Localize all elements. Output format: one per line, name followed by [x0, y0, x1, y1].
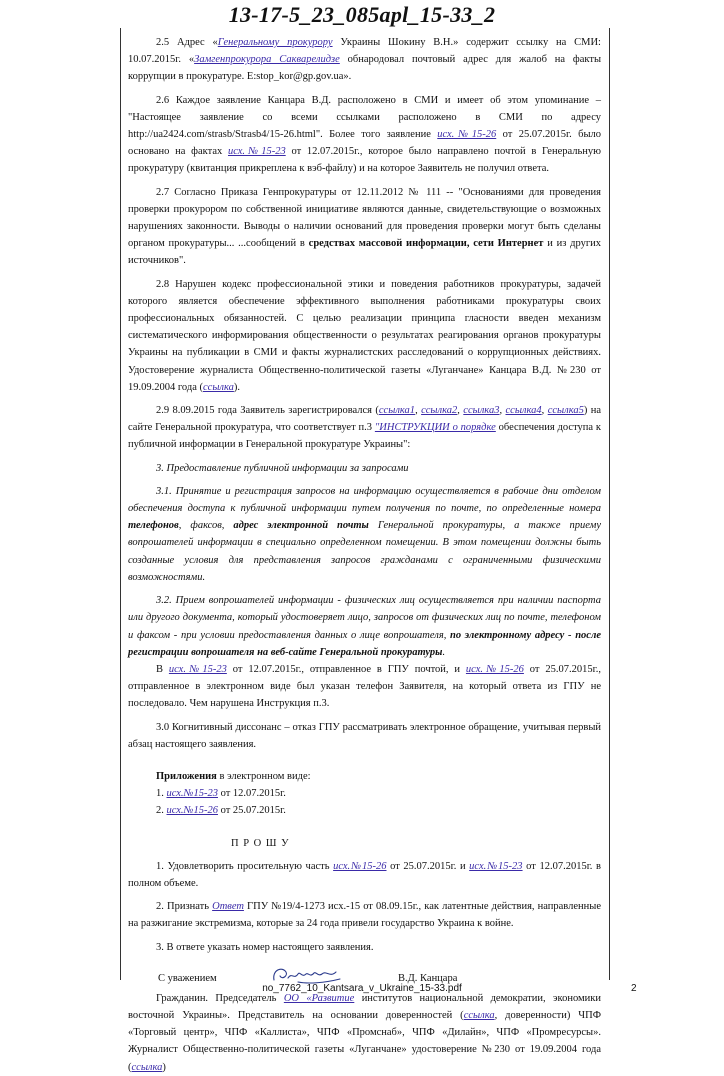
bold-text: средствах массовой информации, сети Интернет [308, 238, 544, 250]
text: в электронном виде: [216, 770, 311, 782]
request-heading: П Р О Ш У [231, 837, 290, 849]
link-power-of-attorney[interactable]: ссылка [463, 1009, 495, 1021]
text: 2.8 Нарушен кодекс профессиональной этики и поведения работников прокуратуры, задачей которого является обеспечение эффективного выполнения работниками прокуратуры своих профессиональных обязанностей. С целью реализации принципа гласности введен механизм систематического информирования общественности о результатах реагирования органов прокуратуры Украины на публикации в СМИ и факты журналистских расследований о коррупционных действиях. Удостоверение журналиста Общественно-политической газеты «Луганчане» Канцара В.Д. №230 от 19.09.2004 года ( [128, 278, 601, 393]
text: ) [162, 1061, 166, 1073]
link-deputy-prosecutor[interactable]: Замгенпрокурора Сакварелидзе [194, 54, 340, 66]
text: от 12.07.2015г., которое было направлено почтой в Генеральную прокуратуру (квитанция прикреплена к вэб-файлу) и на которое Заявитель не получил ответа. [128, 146, 601, 175]
bold-text: Приложения [156, 770, 217, 782]
text: 2.7 Согласно Приказа Генпрокуратуры от 12.11.2012 № 111 -- "Основаниями для проведения проверки прокурором по собственной инициативе являются данные, свидетельствующие о возможных нарушениях законности. Выводы о наличии оснований для проведения проверки могут быть сделаны органом прокуратуры... ...сообщений в [128, 186, 601, 250]
text: Генеральной прокуратуры, а также приему вопрошателей информации в специально определенном помещении. В этом помещении должны быть созданные условия для представления запросов гражданами с ограниченными физическими возможностями. [128, 520, 601, 583]
text: ГПУ №19/4-1273 исх.-15 от 08.09.15г., как латентные действия, направленные на разжигание экстремизма, которые за 24 года привели государство Украина к войне. [128, 901, 601, 930]
text: Гражданин. Председатель [156, 992, 284, 1004]
text: ) на сайте Генеральной прокуратура, что соответствует п.3 [128, 405, 602, 434]
text: от 25.07.2015г. и [386, 860, 470, 872]
text: 2.6 Каждое заявление Канцара В.Д. расположено в СМИ и имеет об этом упоминание – "Настоящее заявление со всеми ссылками расположено в СМИ по адресу http://ua2424.com/strasb/Strasb4/15-26.html". Более того заявление [128, 94, 601, 141]
quote-section-3: 3. Предоставление публичной информации за запросами [156, 462, 409, 474]
paragraph-2-8 [128, 276, 601, 396]
item-number: 1. [156, 788, 167, 800]
text: 3.2. Прием вопрошателей информации - физических лиц осуществляется при наличии паспорта или другого документа, который удостоверяет лицо, запросов от физических лиц по почте, телефоном и факсом - при условии предоставления данных о лице вопрошателя, [128, 595, 601, 641]
paragraph-2-6 [128, 92, 601, 178]
link-registration-5[interactable]: ссылка5 [547, 405, 584, 417]
text: от 12.07.2015г., отправленное в ГПУ почтой, и [226, 663, 466, 675]
separator: , [457, 405, 464, 417]
link-registration-2[interactable]: ссылка2 [421, 405, 458, 417]
page-header-title: 13-17-5_23_085apl_15-33_2 [228, 2, 496, 27]
text: от 25.07.2015г. было основано на фактах [128, 129, 601, 158]
text: , факсов, [178, 520, 234, 532]
text: 3.1. Принятие и регистрация запросов на информацию осуществляется в рабочие дни отделом обеспечения доступа к публичной информации путем получения по почте, по определенные номера [128, 485, 601, 515]
text: , доверенности) ЧПФ «Торговый центр», ЧПФ «Каллиста», ЧПФ «Промснаб», ЧПФ «Дилайн», ЧПФ «Промресурсы». Журналист Общественно-политической газеты «Луганчане» удостоверение №230 от 19.09.2004 года ( [128, 1009, 601, 1073]
paragraph-2-9 [128, 402, 601, 454]
link-organization[interactable]: ОО «Развитие [283, 992, 355, 1004]
separator: , [499, 405, 506, 417]
link-ref-15-23[interactable]: исх.№15-23 [168, 663, 227, 675]
attachments-title [128, 768, 601, 785]
link-registration-3[interactable]: ссылка3 [463, 405, 500, 417]
bold-text: телефонов [128, 520, 179, 532]
text: 2.9 8.09.2015 года Заявитель зарегистрировался ( [156, 405, 379, 417]
link-journalist-id[interactable]: ссылка [131, 1061, 163, 1073]
text: от 25.07.2015г., отправленное в электронном виде был указан телефон Заявителя, на который ответа из ГПУ не последовало. Чем нарушена Инструкция п.3. [128, 663, 601, 710]
link-ref-15-26[interactable]: исх.№15-26 [437, 129, 497, 141]
attachment-item [128, 802, 601, 819]
paragraph-2-5 [128, 34, 601, 86]
paragraph-phone-not-answered [128, 661, 601, 713]
text: обеспечения доступа к публичной информации в Генеральной прокуратуре Украины": [128, 422, 601, 451]
link-ref-15-26[interactable]: исх.№15-26 [333, 860, 387, 872]
document-body [128, 34, 601, 1076]
link-prosecutor-general[interactable]: Генеральному прокурору [217, 37, 333, 48]
quote-3-1 [128, 483, 601, 586]
item-number: 2. [156, 805, 167, 817]
text: ). [233, 381, 241, 393]
text: Украины Шокину В.Н.» содержит ссылку на СМИ: 10.07.2015г. « [128, 37, 601, 66]
paragraph-3-0: 3.0 Когнитивный диссонанс – отказ ГПУ рассматривать электронное обращение, учитывая первый абзац настоящего заявления. [128, 721, 601, 750]
text: обнародовал почтовый адрес для жалоб на факты коррупции в прокуратуре. E:stop_kor@gp.gov.ua». [128, 54, 601, 83]
link-journalist-id[interactable]: ссылка [203, 381, 234, 393]
footer-page-number: 2 [631, 983, 637, 994]
text: 2. Признать [156, 901, 213, 913]
text: . [442, 646, 446, 658]
request-item-3: 3. В ответе указать номер настоящего заявления. [156, 941, 374, 953]
link-answer[interactable]: Ответ [212, 901, 244, 913]
bold-text: по электронному адресу - после регистрации вопрошателя на веб-сайте Генеральной прокуратуры [128, 629, 601, 658]
link-registration-1[interactable]: ссылка1 [378, 405, 416, 417]
signer-credentials [128, 990, 601, 1076]
request-item-1 [128, 858, 601, 892]
link-attachment-15-26[interactable]: исх.№15-26 [166, 805, 218, 817]
attachment-item [128, 785, 601, 802]
closing-salutation: С уважением [158, 972, 217, 984]
request-item-2 [128, 898, 601, 932]
text: В [156, 663, 169, 675]
text: от 12.07.2015г. [217, 788, 286, 800]
text: и из других источников". [128, 238, 602, 267]
link-registration-4[interactable]: ссылка4 [505, 405, 542, 417]
text: от 12.07.2015г. в полном объеме. [128, 860, 601, 889]
text: от 25.07.2015г. [217, 805, 286, 817]
separator: , [541, 405, 548, 417]
text: 1. Удовлетворить просительную часть [156, 860, 334, 872]
link-ref-15-23[interactable]: исх.№15-23 [469, 860, 523, 872]
link-ref-15-26[interactable]: исх.№15-26 [465, 663, 524, 675]
link-ref-15-23[interactable]: исх.№15-23 [227, 146, 286, 158]
text: институтов национальной демократии, экономики восточной Украины». Представитель на основании доверенностей ( [128, 992, 602, 1021]
signer-name: В.Д. Канцара [398, 972, 458, 984]
text: 2.5 Адрес « [156, 37, 218, 48]
paragraph-2-7 [128, 184, 601, 270]
quote-3-2 [128, 592, 601, 661]
bold-text: адрес электронной почты [233, 520, 369, 532]
link-attachment-15-23[interactable]: исх.№15-23 [166, 788, 218, 800]
footer-filename: no_7762_10_Kantsara_v_Ukraine_15-33.pdf [262, 983, 462, 994]
link-instruction[interactable]: "ИНСТРУКЦИИ о порядке [374, 422, 496, 434]
separator: , [415, 405, 422, 417]
